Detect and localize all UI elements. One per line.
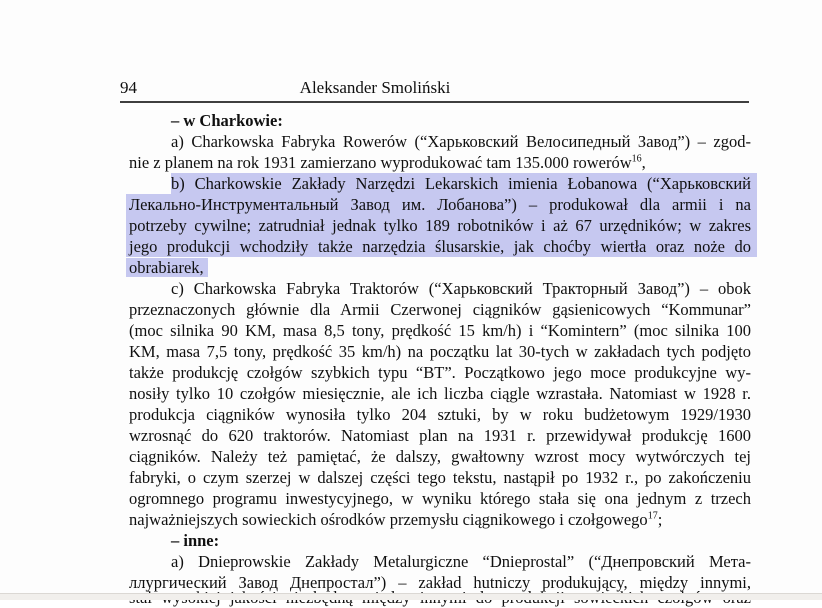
highlighted-passage-line: Лекально-Инструментальный Завод им. Лобанова”) – produkował dla armii i na	[126, 194, 757, 215]
text-line: przeznaczonych głównie dla Armii Czerwonej ciągników gąsienicowych “Kommunar”	[129, 300, 751, 319]
text-line-fragment: ,	[641, 153, 646, 172]
header-rule	[120, 101, 749, 103]
section-heading-charkow: – w Charkowie:	[171, 111, 283, 130]
text-line: także produkcję czołgów szybkich typu “BT”. Początkowo jego moce produkcyjne wy-	[129, 363, 751, 382]
text-line	[129, 509, 751, 530]
highlighted-passage-line: b) Charkowskie Zakłady Narzędzi Lekarskich imienia Łobanowa (“Харьковский	[171, 173, 757, 194]
text-line: (moc silnika 90 KM, masa 8,5 tony, prędkość 15 km/h) i “Komintern” (moc silnika 100	[129, 321, 751, 340]
text-line-fragment: ;	[657, 510, 663, 529]
highlighted-passage-line: potrzeby cywilne; zatrudniał jednak tylko 189 robotników i aż 67 urzędników; w zakres	[126, 215, 757, 236]
highlighted-word: obrabiarek,	[126, 258, 208, 277]
page-number: 94	[120, 78, 137, 97]
text-line: a) Charkowska Fabryka Rowerów (“Харьковский Велосипедный Завод”) – zgod-	[171, 132, 751, 151]
text-line: c) Charkowska Fabryka Traktorów (“Харьковский Тракторный Завод”) – obok	[171, 279, 751, 298]
text-line: nosiły tylko 10 czołgów miesięcznie, ale ich liczba ciągle wzrastała. Natomiast w 1928 r.	[129, 384, 751, 403]
text-line: fabryki, o czym szerzej w dalszej części tego tekstu, nastąpił po 1932 r., po zakończeniu	[129, 468, 751, 487]
highlighted-passage-line	[129, 257, 751, 278]
text-line: ciągników. Należy też pamiętać, że dalszy, gwałtowny wzrost mocy wytwórczych tej	[129, 447, 751, 466]
text-line: KM, masa 7,5 tony, prędkość 35 km/h) na początku lat 30-tych w zakładach tych podjęto	[129, 342, 751, 361]
text-line: ogromnego programu inwestycyjnego, w wyniku którego stała się ona jednym z trzech	[129, 489, 751, 508]
text-line: wzrosnąć do 620 traktorów. Natomiast plan na 1931 r. przewidywał produkcję 1600	[129, 426, 751, 445]
running-header-author: Aleksander Smoliński	[299, 78, 451, 97]
text-line: ллургический Завод Днепростал”) – zakład hutniczy produkujący, między innymi,	[129, 573, 751, 592]
viewer-bottom-strip	[0, 593, 822, 600]
footnote-ref-17: 17	[647, 510, 658, 522]
text-line-fragment: nie z planem na rok 1931 zamierzano wyprodukować tam 135.000 rowerów	[129, 153, 632, 172]
text-line	[129, 152, 751, 173]
section-heading-inne: – inne:	[171, 531, 220, 550]
text-line: produkcja ciągników wynosiła tylko 204 sztuki, by w roku budżetowym 1929/1930	[129, 405, 751, 424]
page-body	[129, 110, 751, 593]
highlighted-passage-line: jego produkcji wchodziły także narzędzia ślusarskie, jak choćby wiertła oraz noże do	[126, 236, 757, 257]
footnote-ref-16: 16	[631, 153, 642, 165]
page-header	[120, 78, 749, 100]
text-line: a) Dnieprowskie Zakłady Metalurgiczne “Dnieprostal” (“Днепровский Мета-	[171, 552, 751, 571]
text-line-fragment: najważniejszych sowieckich ośrodków przemysłu ciągnikowego i czołgowego	[129, 510, 648, 529]
